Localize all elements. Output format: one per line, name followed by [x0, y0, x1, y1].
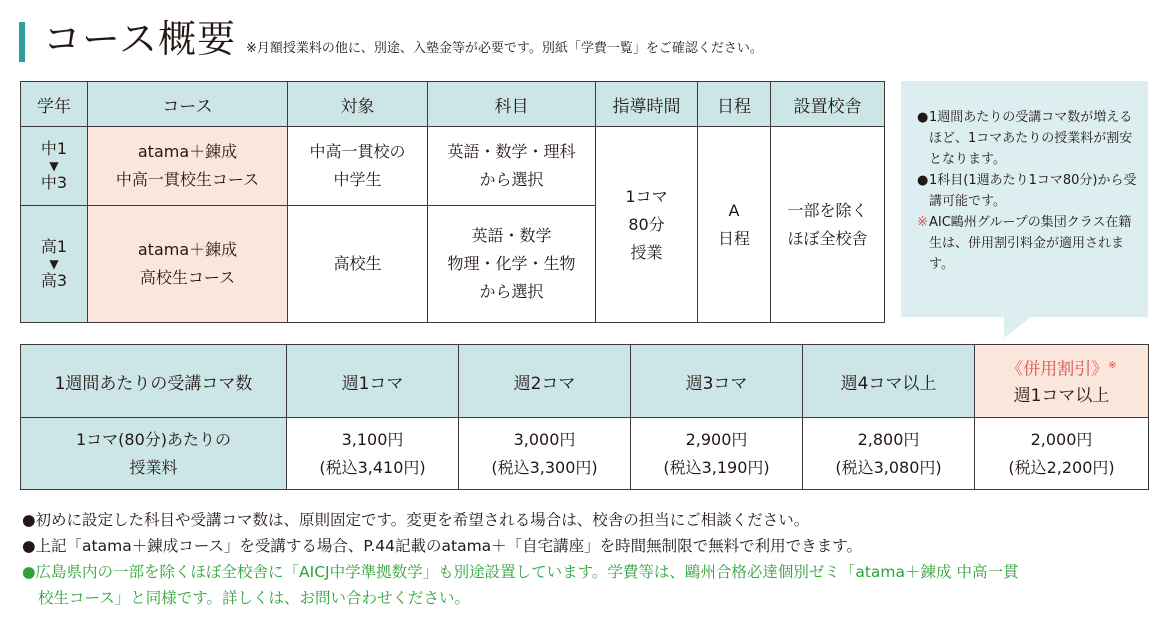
- price-tax: (税込3,080円): [835, 457, 942, 477]
- list-item: [917, 170, 1138, 212]
- footnote: ●上記「atama＋錬成コース」を受講する場合、P.44記載のatama＋「自宅講座」を時間無制限で無料で利用できます。: [22, 537, 862, 555]
- target-line: 高校生: [333, 253, 382, 273]
- subjects-line: 物理・化学・生物: [447, 253, 576, 273]
- target-line: 中学生: [333, 169, 382, 189]
- fee-col-label: 週2コマ: [459, 345, 631, 418]
- schedule-line: 日程: [717, 228, 750, 248]
- campus-cell: [771, 127, 885, 323]
- footnote: ●初めに設定した科目や受講コマ数は、原則固定です。変更を希望される場合は、校舎の担当にご相談ください。: [22, 511, 810, 529]
- subjects-cell: [428, 205, 596, 322]
- price: 3,100円: [341, 429, 404, 449]
- course-name-line: atama＋錬成: [137, 141, 238, 161]
- time-line: 1コマ: [625, 186, 668, 206]
- fee-header-row: [21, 345, 1149, 418]
- title-accent-bar: [19, 22, 25, 62]
- subjects-line: から選択: [479, 281, 544, 301]
- down-triangle-icon: ▼: [49, 158, 59, 173]
- side-note-bubble: [901, 81, 1148, 317]
- list-item: [917, 107, 1138, 170]
- course-name-cell: [88, 205, 288, 322]
- target-cell: [288, 127, 428, 206]
- course-table-header-row: [21, 82, 885, 127]
- subjects-line: 英語・数学: [471, 225, 552, 245]
- page-title: コース概要: [43, 17, 237, 61]
- fee-col-label: 週1コマ: [287, 345, 459, 418]
- price: 2,900円: [685, 429, 748, 449]
- schedule-cell: [698, 127, 771, 323]
- green-footnote-line: 校生コース」と同様です。詳しくは、お問い合わせください。: [38, 589, 470, 607]
- price-tax: (税込3,300円): [491, 457, 598, 477]
- title-note: ※月額授業料の他に、別途、入塾金等が必要です。別紙「学費一覧」をご確認ください。: [246, 41, 763, 56]
- grade-cell: [21, 127, 88, 206]
- grade-top: 中1: [40, 138, 68, 158]
- combo-discount-label: 《併用割引》: [1006, 359, 1109, 380]
- combo-discount-header: [975, 345, 1149, 418]
- price: 3,000円: [513, 429, 576, 449]
- price-cell: [459, 418, 631, 490]
- subjects-line: 英語・数学・理科: [447, 141, 576, 161]
- price-cell: [975, 418, 1149, 490]
- down-triangle-icon: ▼: [49, 256, 59, 271]
- grade-cell: [21, 205, 88, 322]
- header-subjects: 科目: [428, 82, 596, 127]
- price: 2,800円: [857, 429, 920, 449]
- side-note-text: AIC鷗州グループの集団クラス在籍生は、併用割引料金が適用されます。: [929, 215, 1132, 272]
- course-name-cell: [88, 127, 288, 206]
- price-cell: [287, 418, 459, 490]
- price-cell: [631, 418, 803, 490]
- price-cell: [803, 418, 975, 490]
- target-line: 中高一貫校の: [309, 141, 406, 161]
- fee-row-label-line: 1コマ(80分)あたりの: [75, 429, 232, 449]
- bullet-icon: ●: [917, 173, 929, 188]
- bubble-tail: [1004, 316, 1032, 338]
- green-footnote: [22, 559, 1152, 611]
- fee-table: [20, 344, 1149, 490]
- list-item: [917, 212, 1138, 275]
- side-note-text: 1科目(1週あたり1コマ80分)から受講可能です。: [929, 173, 1137, 209]
- fee-col-label: 週1コマ以上: [1013, 385, 1110, 406]
- course-table: [20, 81, 885, 323]
- green-footnote-line: ●広島県内の一部を除くほぼ全校舎に「AICJ中学準拠数学」も別途設置しています。学費等は、鷗州合格必達個別ゼミ「atama＋錬成 中高一貫: [22, 563, 1019, 581]
- price-tax: (税込2,200円): [1008, 457, 1115, 477]
- header-schedule: 日程: [698, 82, 771, 127]
- price-tax: (税込3,190円): [663, 457, 770, 477]
- course-name-line: 高校生コース: [139, 267, 236, 287]
- asterisk-icon: ※: [917, 215, 928, 230]
- asterisk-icon: ※: [1108, 360, 1117, 372]
- subjects-line: から選択: [479, 169, 544, 189]
- time-line: 授業: [630, 242, 663, 262]
- price: 2,000円: [1030, 429, 1093, 449]
- grade-bottom: 高3: [40, 270, 68, 290]
- header-target: 対象: [288, 82, 428, 127]
- fee-price-row: [21, 418, 1149, 490]
- side-note-text: 1週間あたりの受講コマ数が増えるほど、1コマあたりの授業料が割安となります。: [929, 110, 1133, 167]
- campus-line: ほぼ全校舎: [787, 228, 868, 248]
- side-note-list: [901, 81, 1148, 275]
- fee-row-label: [21, 418, 287, 490]
- fee-col-label: 週4コマ以上: [803, 345, 975, 418]
- grade-top: 高1: [40, 236, 68, 256]
- fee-row-label-line: 授業料: [129, 457, 178, 477]
- target-cell: [288, 205, 428, 322]
- footnotes: [22, 507, 1152, 611]
- header-campus: 設置校舎: [771, 82, 885, 127]
- header-course: コース: [88, 82, 288, 127]
- header-grade: 学年: [21, 82, 88, 127]
- campus-line: 一部を除く: [787, 200, 868, 220]
- time-cell: [596, 127, 698, 323]
- course-name-line: 中高一貫校生コース: [115, 169, 260, 189]
- grade-bottom: 中3: [40, 172, 68, 192]
- schedule-line: A: [728, 200, 740, 220]
- time-line: 80分: [628, 214, 665, 234]
- price-tax: (税込3,410円): [319, 457, 426, 477]
- fee-header-label: 1週間あたりの受講コマ数: [21, 345, 287, 418]
- course-name-line: atama＋錬成: [137, 239, 238, 259]
- table-row: [21, 127, 885, 206]
- header-time: 指導時間: [596, 82, 698, 127]
- fee-col-label: 週3コマ: [631, 345, 803, 418]
- bullet-icon: ●: [917, 110, 929, 125]
- subjects-cell: [428, 127, 596, 206]
